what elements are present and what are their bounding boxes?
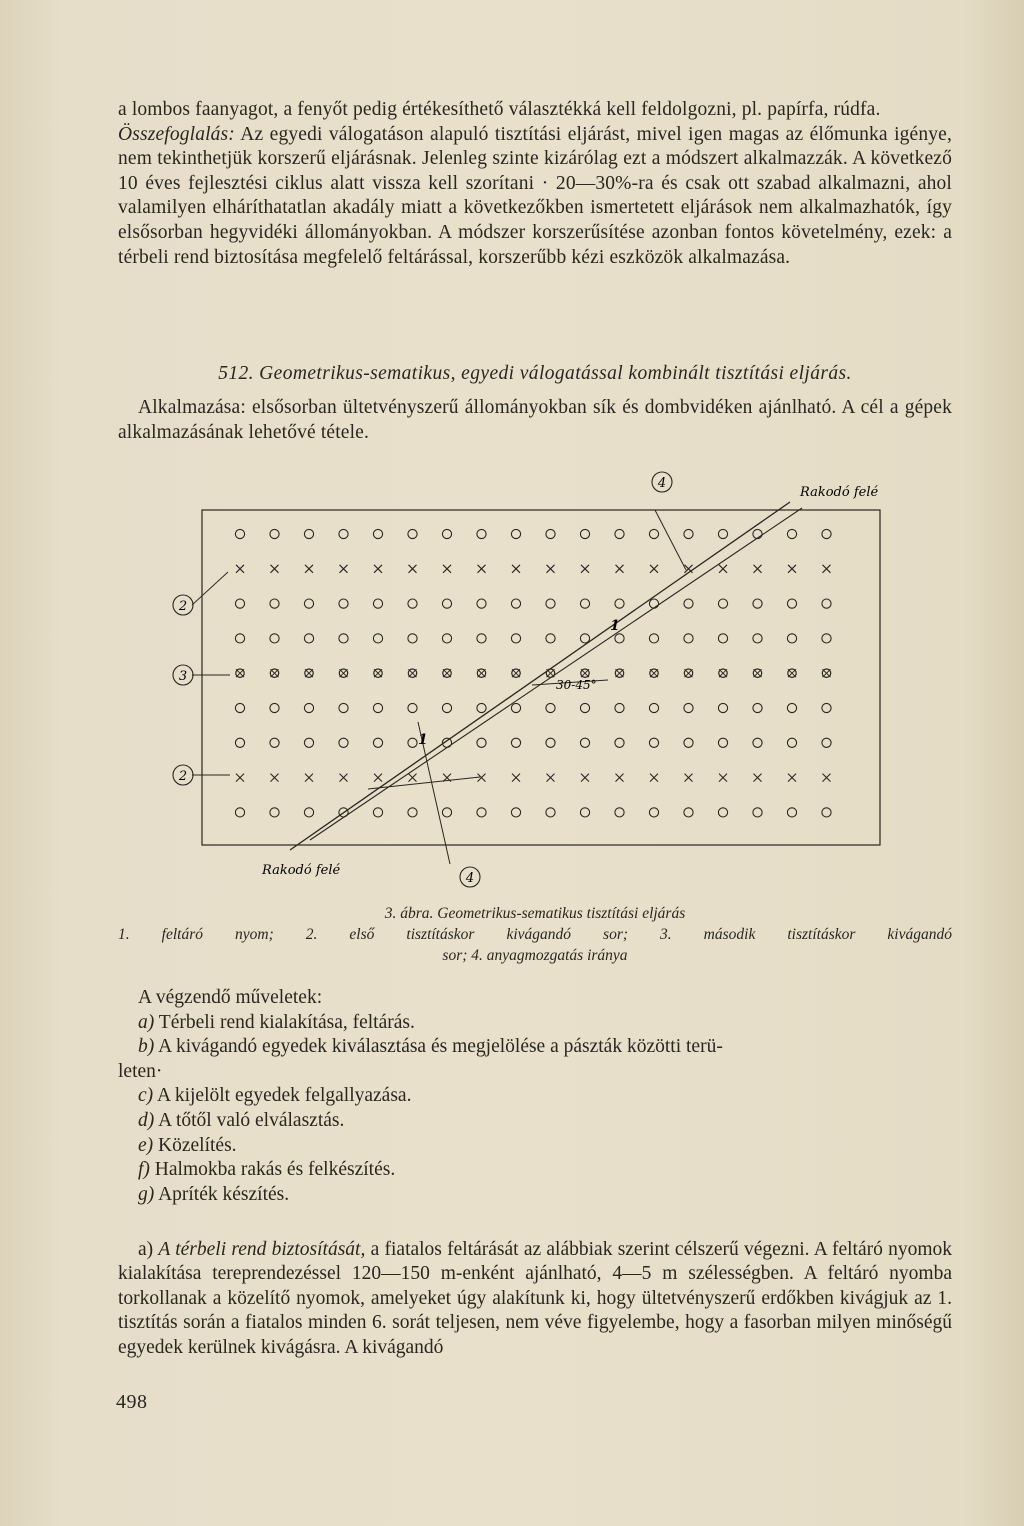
tree-symbol — [580, 634, 589, 643]
tree-symbol — [408, 634, 417, 643]
tree-symbol — [753, 634, 762, 643]
tree-symbol — [546, 738, 555, 747]
label-angle: 30-45° — [556, 678, 597, 692]
cut-tree-symbol — [340, 565, 348, 573]
circle-label-3 — [173, 665, 193, 685]
tree-symbol — [546, 634, 555, 643]
tree-symbol — [442, 703, 451, 712]
tree-symbol — [339, 529, 348, 538]
tree-symbol — [546, 703, 555, 712]
tree-symbol — [304, 738, 313, 747]
row-marker-1-top: 1 — [610, 618, 620, 634]
svg-text:2: 2 — [178, 769, 188, 784]
operation-c: c) A kijelölt egyedek felgallyazása. — [138, 1085, 412, 1107]
tree-symbol — [649, 703, 658, 712]
tree-symbol — [822, 703, 831, 712]
tree-symbol — [511, 529, 520, 538]
tree-symbol — [477, 738, 486, 747]
tree-symbol — [477, 599, 486, 608]
diagonal-line-a — [290, 502, 790, 850]
caption-line-3: sor; 4. anyagmozgatás iránya — [442, 947, 628, 964]
second-cut-cross — [581, 669, 589, 677]
cut-tree-symbol — [788, 774, 796, 782]
leader-2-top — [192, 572, 228, 605]
tree-symbol — [339, 634, 348, 643]
svg-text:4: 4 — [465, 871, 475, 886]
second-cut-cross — [616, 669, 624, 677]
cut-tree-symbol — [443, 565, 451, 573]
tree-symbol — [580, 529, 589, 538]
tree-symbol — [822, 599, 831, 608]
cut-tree-symbol — [409, 565, 417, 573]
tree-symbol — [822, 634, 831, 643]
tree-symbol — [270, 703, 279, 712]
second-cut-cross — [409, 669, 417, 677]
cut-tree-symbol — [512, 774, 520, 782]
tree-symbol — [787, 703, 796, 712]
second-cut-cross — [754, 669, 762, 677]
second-cut-cross — [443, 669, 451, 677]
second-cut-cross — [685, 669, 693, 677]
circle-label-2-bottom — [173, 765, 193, 785]
cut-tree-symbol — [478, 565, 486, 573]
tree-symbol — [270, 738, 279, 747]
tree-symbol — [477, 703, 486, 712]
summary-label: Összefoglalás: — [118, 123, 235, 145]
tree-symbol — [718, 634, 727, 643]
cut-tree-symbol — [305, 774, 313, 782]
tree-symbol — [718, 738, 727, 747]
tree-symbol — [304, 808, 313, 817]
cut-tree-symbol — [236, 774, 244, 782]
cut-tree-symbol — [823, 565, 831, 573]
second-cut-cross — [478, 669, 486, 677]
operation-f: f) Halmokba rakás és felkészítés. — [138, 1159, 396, 1181]
second-cut-cross — [374, 669, 382, 677]
circle-label-4-bottom — [460, 867, 480, 887]
tree-symbol — [373, 703, 382, 712]
cut-tree-symbol — [719, 774, 727, 782]
tree-symbol — [753, 529, 762, 538]
tree-symbol — [580, 738, 589, 747]
caption-line-1: 3. ábra. Geometrikus-sematikus tisztítási eljárás — [384, 905, 686, 922]
page-number: 498 — [116, 1391, 148, 1413]
svg-text:3: 3 — [178, 669, 188, 684]
tree-symbol — [787, 529, 796, 538]
figure-diagram — [150, 462, 900, 892]
tree-symbol — [270, 808, 279, 817]
tree-symbol — [649, 738, 658, 747]
tree-symbol — [511, 738, 520, 747]
tree-symbol — [477, 634, 486, 643]
tree-symbol — [649, 529, 658, 538]
tree-symbol — [408, 703, 417, 712]
cut-tree-symbol — [236, 565, 244, 573]
tree-symbol — [442, 529, 451, 538]
cut-tree-symbol — [305, 565, 313, 573]
cut-tree-symbol — [374, 774, 382, 782]
direction-line-top — [655, 510, 686, 570]
tree-symbol — [684, 634, 693, 643]
tree-symbol — [511, 599, 520, 608]
tree-symbol — [649, 808, 658, 817]
operations-intro: A végzendő műveletek: — [138, 987, 323, 1008]
cut-tree-symbol — [374, 565, 382, 573]
figure-caption — [118, 903, 952, 966]
tree-symbol — [373, 738, 382, 747]
tree-symbol — [753, 808, 762, 817]
tree-symbol — [615, 529, 624, 538]
tree-symbol — [408, 599, 417, 608]
application-text: Alkalmazása: elsősorban ültetvényszerű állományokban sík és dombvidéken ajánlható. A cél a gépek alkalmazásának lehetővé tétele. — [118, 397, 952, 443]
cut-tree-symbol — [616, 774, 624, 782]
cut-tree-symbol — [581, 774, 589, 782]
second-cut-cross — [236, 669, 244, 677]
second-cut-cross — [512, 669, 520, 677]
summary-text: Az egyedi válogatáson alapuló tisztítási eljárást, mivel igen magas az élőmunka igénye, nem tekinthetjük korszerű eljárásnak. Jelenleg szinte kizárólag ezt a módszert alkalmazzák. A következő 10 éves fejlesztési ciklus alatt vissza kell szorítani · 20—30%-ra és csak ott szabad alkalmazni, ahol valamilyen elháríthatatlan akadály miatt a következőkben ismertetett eljárások nem alkalmazhatók, így elsősorban hegyvidéki állományokban. A módszer korszerűsítése azonban fontos követelmény, ezek: a térbeli rend biztosítása megfelelő feltárással, korszerűbb kézi eszközök alkalmazása. — [118, 123, 952, 268]
svg-text:2: 2 — [178, 599, 188, 614]
cut-tree-symbol — [650, 565, 658, 573]
second-cut-cross — [719, 669, 727, 677]
tree-symbol — [787, 634, 796, 643]
second-cut-cross — [788, 669, 796, 677]
section-title: 512. Geometrikus-sematikus, egyedi válogatással kombinált tisztítási eljárás. — [218, 363, 852, 384]
tree-symbol — [339, 703, 348, 712]
tree-symbol — [235, 634, 244, 643]
tree-symbol — [822, 808, 831, 817]
tree-symbol — [442, 808, 451, 817]
tree-symbol — [546, 529, 555, 538]
tree-symbol — [684, 599, 693, 608]
tree-symbol — [615, 599, 624, 608]
tree-symbol — [615, 808, 624, 817]
tree-grid — [235, 529, 831, 817]
tree-symbol — [511, 634, 520, 643]
tree-symbol — [718, 529, 727, 538]
cut-tree-symbol — [340, 774, 348, 782]
tree-symbol — [718, 808, 727, 817]
cut-tree-symbol — [788, 565, 796, 573]
second-cut-cross — [650, 669, 658, 677]
svg-text:4: 4 — [657, 476, 667, 491]
tree-symbol — [546, 599, 555, 608]
tree-symbol — [684, 529, 693, 538]
tree-symbol — [339, 738, 348, 747]
cut-tree-symbol — [271, 774, 279, 782]
body-text-top — [118, 98, 952, 270]
tree-symbol — [373, 808, 382, 817]
tree-symbol — [373, 634, 382, 643]
tree-symbol — [649, 599, 658, 608]
second-cut-cross — [271, 669, 279, 677]
tree-symbol — [718, 703, 727, 712]
skid-line — [368, 777, 480, 789]
cut-tree-symbol — [581, 565, 589, 573]
tree-symbol — [235, 529, 244, 538]
tree-symbol — [408, 529, 417, 538]
tree-symbol — [235, 703, 244, 712]
tree-symbol — [339, 599, 348, 608]
tree-symbol — [304, 634, 313, 643]
tree-symbol — [787, 599, 796, 608]
cut-tree-symbol — [823, 774, 831, 782]
tree-symbol — [511, 808, 520, 817]
cut-tree-symbol — [719, 565, 727, 573]
second-cut-cross — [340, 669, 348, 677]
tree-symbol — [684, 703, 693, 712]
tree-symbol — [822, 529, 831, 538]
tree-symbol — [753, 738, 762, 747]
cut-tree-symbol — [547, 565, 555, 573]
circle-label-4-top — [652, 472, 672, 492]
tree-symbol — [615, 738, 624, 747]
diagonal-line-b — [310, 508, 802, 840]
operation-d: d) A tőtől való elválasztás. — [138, 1109, 345, 1131]
tree-symbol — [649, 634, 658, 643]
circle-label-2-top — [173, 595, 193, 615]
tree-symbol — [580, 703, 589, 712]
operations-list — [118, 986, 952, 1207]
second-cut-cross — [823, 669, 831, 677]
tree-symbol — [580, 599, 589, 608]
tree-symbol — [615, 634, 624, 643]
operation-b-cont: leten· — [118, 1060, 163, 1082]
application-paragraph — [118, 396, 952, 445]
operation-g: g) Apríték készítés. — [138, 1183, 290, 1205]
tree-symbol — [442, 599, 451, 608]
tree-symbol — [304, 703, 313, 712]
paragraph-top: a lombos faanyagot, a fenyőt pedig értékesíthető választékká kell feldolgozni, pl. papírfa, rúdfa. — [118, 99, 881, 120]
cut-tree-symbol — [409, 774, 417, 782]
operation-e: e) Közelítés. — [138, 1134, 237, 1156]
tree-symbol — [477, 529, 486, 538]
label-rakodo-top: Rakodó felé — [800, 485, 879, 500]
plot-frame — [202, 510, 880, 845]
final-paragraph: a) A térbeli rend biztosítását, a fiatalos feltárását az alábbiak szerint célszerű végezni. A feltáró nyomok kialakítása tereprendezéssel 120—150 m-enként ajánlható, 4—5 m szélességben. A feltáró nyomba torkollanak a közelítő nyomok, amelyeket úgy alakítunk ki, hogy ültetvényszerű erdőkben kivágjuk az 1. tisztítás során a fiatalos minden 6. sorát teljesen, nem véve figyelembe, hogy a fasorban milyen minőségű egyedek kerülnek kivágásra. A kivágandó — [118, 1238, 952, 1358]
cut-tree-symbol — [754, 565, 762, 573]
tree-symbol — [787, 808, 796, 817]
tree-symbol — [235, 738, 244, 747]
label-rakodo-bottom: Rakodó felé — [262, 863, 341, 878]
operation-b: b) A kivágandó egyedek kiválasztása és megjelölése a pászták közötti terü- — [138, 1036, 723, 1058]
tree-symbol — [684, 808, 693, 817]
cut-tree-symbol — [547, 774, 555, 782]
tree-symbol — [753, 599, 762, 608]
tree-symbol — [442, 634, 451, 643]
tree-symbol — [787, 738, 796, 747]
cut-tree-symbol — [512, 565, 520, 573]
cut-tree-symbol — [685, 774, 693, 782]
tree-symbol — [718, 599, 727, 608]
cut-tree-symbol — [616, 565, 624, 573]
tree-symbol — [580, 808, 589, 817]
tree-symbol — [270, 634, 279, 643]
tree-symbol — [373, 529, 382, 538]
summary-paragraph — [118, 123, 952, 271]
second-cut-cross — [305, 669, 313, 677]
tree-symbol — [511, 703, 520, 712]
operation-a: a) Térbeli rend kialakítása, feltárás. — [138, 1011, 415, 1033]
cut-tree-symbol — [754, 774, 762, 782]
row-marker-1-bottom: 1 — [418, 732, 428, 748]
tree-symbol — [477, 808, 486, 817]
tree-symbol — [304, 529, 313, 538]
diagram-svg — [150, 462, 900, 892]
cut-tree-symbol — [271, 565, 279, 573]
tree-symbol — [822, 738, 831, 747]
tree-symbol — [684, 738, 693, 747]
tree-symbol — [235, 599, 244, 608]
tree-symbol — [615, 703, 624, 712]
caption-line-2: 1. feltáró nyom; 2. első tisztításkor kivágandó sor; 3. második tisztításkor kivágandó — [118, 926, 952, 943]
tree-symbol — [235, 808, 244, 817]
tree-symbol — [373, 599, 382, 608]
tree-symbol — [270, 529, 279, 538]
tree-symbol — [270, 599, 279, 608]
tree-symbol — [304, 599, 313, 608]
tree-symbol — [753, 703, 762, 712]
cut-tree-symbol — [650, 774, 658, 782]
tree-symbol — [546, 808, 555, 817]
tree-symbol — [408, 738, 417, 747]
tree-symbol — [408, 808, 417, 817]
